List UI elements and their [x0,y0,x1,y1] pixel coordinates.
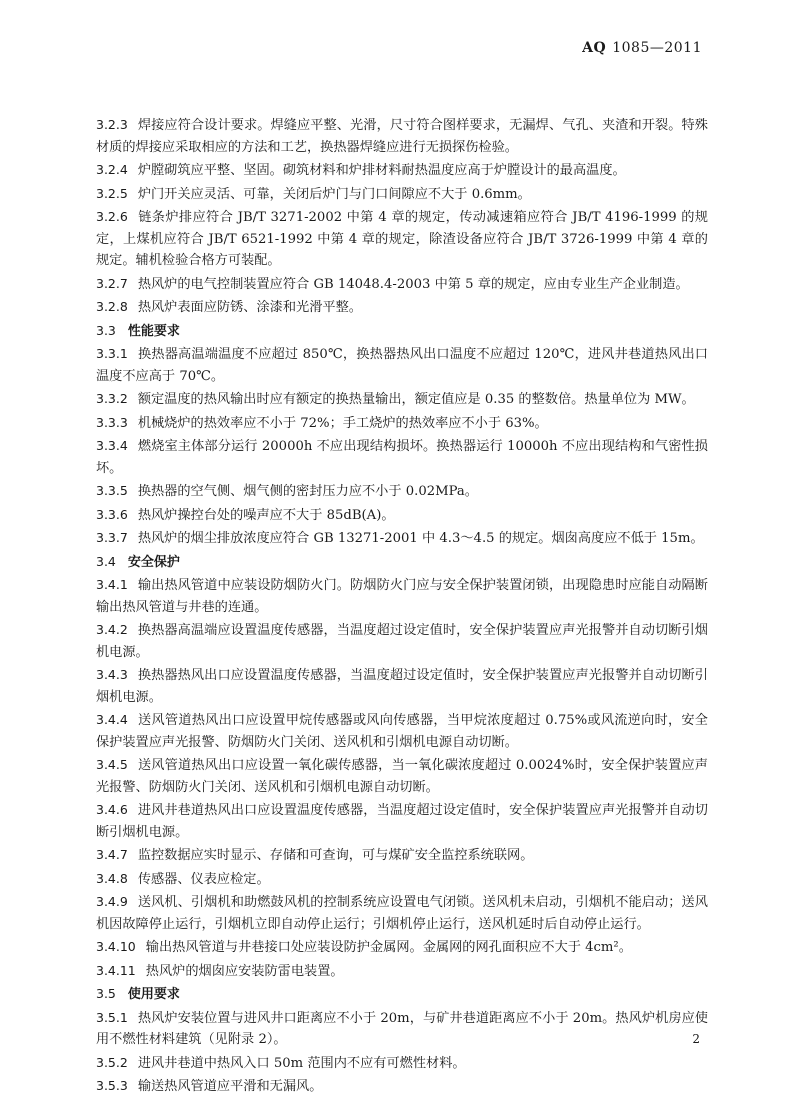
clause-number: 3.2.8 [96,299,128,314]
clause-number: 3.4.9 [96,894,128,909]
clause-text: 输送热风管道应平滑和无漏风。 [137,1079,323,1094]
clause-number: 3.3.3 [96,414,128,430]
clause-number: 3.4.2 [96,622,128,637]
clause [96,709,708,753]
clause-text: 热风炉安装位置与进风井口距离应不小于 20m，与矿井巷道距离应不小于 20m。热风炉机房应使用不燃性材料建筑（见附录 2）。 [96,1010,708,1047]
clause [96,1007,708,1051]
clause [96,619,708,663]
clause [96,114,708,158]
clause [96,273,708,296]
clause-text: 炉膛砌筑应平整、坚固。砌筑材料和炉排材料耐热温度应高于炉膛设计的最高温度。 [137,163,626,178]
clause-number: 3.2.5 [96,185,128,201]
clause-number: 3.2.4 [96,162,128,177]
clause [96,206,708,272]
document-body [96,114,708,1099]
clause-text: 热风炉的烟囱应安装防雷电装置。 [145,963,344,979]
clause-text: 热风炉表面应防锈、涂漆和光滑平整。 [137,300,362,315]
clause-number: 3.2.3 [96,117,128,132]
clause-number: 3.4.11 [96,962,136,978]
clause-text: 燃烧室主体部分运行 20000h 不应出现结构损坏。换热器运行 10000h 不应出现结构和气密性损坏。 [96,439,708,476]
clause-number: 3.3.2 [96,391,128,406]
clause [96,868,708,891]
clause [96,159,708,182]
section-title: 安全保护 [127,554,180,570]
clause [96,435,708,479]
clause [96,296,708,319]
clause [96,799,708,843]
section-number: 3.3 [96,322,116,338]
clause-number: 3.4.6 [96,802,128,817]
clause [96,1052,708,1075]
clause-text: 换热器热风出口应设置温度传感器，当温度超过设定值时，安全保护装置应声光报警并自动切断引烟机电源。 [96,668,708,705]
clause-text: 换热器高温端应设置温度传感器，当温度超过设定值时，安全保护装置应声光报警并自动切断引烟机电源。 [96,623,708,660]
standard-code-header [582,40,702,56]
section-heading-3-3 [96,320,708,343]
clause-text: 监控数据应实时显示、存储和可查询，可与煤矿安全监控系统联网。 [137,848,534,863]
clause [96,183,708,206]
section-title: 使用要求 [127,987,180,1002]
clause-text: 额定温度的热风输出时应有额定的换热量输出，额定值应是 0.35 的整数倍。热量单位为 MW。 [137,392,695,407]
clause-text: 进风井巷道热风出口应设置温度传感器，当温度超过设定值时，安全保护装置应声光报警并自动切断引烟机电源。 [96,803,708,840]
clause-text: 热风炉操控台处的噪声应不大于 85dB(A)。 [137,507,395,523]
clause [96,844,708,867]
clause [96,504,708,527]
clause-text: 输出热风管道中应装设防烟防火门。防烟防火门应与安全保护装置闭锁，出现隐患时应能自动隔断输出热风管道与井巷的连通。 [96,578,708,615]
clause [96,1075,708,1098]
clause [96,527,708,550]
clause-text: 热风炉的电气控制装置应符合 GB 14048.4-2003 中第 5 章的规定，应由专业生产企业制造。 [137,276,689,292]
section-number: 3.4 [96,553,116,569]
clause [96,664,708,708]
standard-number: 1085—2011 [612,40,702,56]
clause-number: 3.3.6 [96,506,128,522]
section-heading-3-4 [96,551,708,574]
section-heading-3-5 [96,983,708,1006]
clause-number: 3.3.1 [96,346,128,361]
clause-text: 换热器的空气侧、烟气侧的密封压力应不小于 0.02MPa。 [137,484,478,499]
clause-text: 传感器、仪表应检定。 [137,871,270,887]
page-number: 2 [692,1032,700,1046]
clause [96,754,708,798]
clause-number: 3.4.8 [96,870,128,886]
clause-number: 3.5.2 [96,1054,128,1070]
clause-number: 3.4.5 [96,757,128,772]
clause-text: 焊接应符合设计要求。焊缝应平整、光滑，尺寸符合图样要求，无漏焊、气孔、夹渣和开裂。特殊材质的焊接应采取相应的方法和工艺，换热器焊缝应进行无损探伤检验。 [96,118,708,155]
clause-text: 换热器高温端温度不应超过 850℃，换热器热风出口温度不应超过 120℃，进风井巷道热风出口温度不应高于 70℃。 [96,347,708,384]
clause [96,343,708,387]
clause-text: 机械烧炉的热效率应不小于 72%；手工烧炉的热效率应不小于 63%。 [137,415,548,431]
clause-number: 3.4.4 [96,712,128,727]
clause [96,574,708,618]
clause [96,960,708,983]
clause-number: 3.4.10 [96,939,136,954]
clause-text: 链条炉排应符合 JB/T 3271-2002 中第 4 章的规定，传动减速箱应符合 JB/T 4196-1999 的规定，上煤机应符合 JB/T 6521-1992 中第 4 章的规定，除渣设备应符合 JB/T 3726-1999 中第 4 章的规定。辅机检验合格方可装配。 [96,210,708,268]
section-title: 性能要求 [127,323,180,339]
clause-text: 热风炉的烟尘排放浓度应符合 GB 13271-2001 中 4.3～4.5 的规定。烟囱高度应不低于 15m。 [137,531,704,546]
clause-number: 3.3.4 [96,438,128,453]
clause-text: 输出热风管道与井巷接口处应装设防护金属网。金属网的网孔面积应不大于 4cm²。 [145,940,632,955]
section-number: 3.5 [96,986,116,1001]
clause-number: 3.5.1 [96,1009,128,1025]
standard-prefix: AQ [582,40,607,56]
clause-text: 炉门开关应灵活、可靠，关闭后炉门与门口间隙应不大于 0.6mm。 [137,186,531,202]
clause-number: 3.4.1 [96,577,128,592]
clause [96,480,708,503]
clause [96,388,708,411]
clause-number: 3.4.3 [96,667,128,682]
clause-number: 3.5.3 [96,1078,128,1093]
clause-text: 送风管道热风出口应设置一氧化碳传感器，当一氧化碳浓度超过 0.0024%时，安全保护装置应声光报警、防烟防火门关闭、送风机和引烟机电源自动切断。 [96,758,708,795]
clause-text: 送风管道热风出口应设置甲烷传感器或风向传感器，当甲烷浓度超过 0.75%或风流逆向时，安全保护装置应声光报警、防烟防火门关闭、送风机和引烟机电源自动切断。 [96,713,708,750]
clause-number: 3.4.7 [96,847,128,862]
clause-number: 3.2.6 [96,209,128,224]
clause [96,412,708,435]
clause-number: 3.2.7 [96,275,128,291]
clause-text: 送风机、引烟机和助燃鼓风机的控制系统应设置电气闭锁。送风机未启动，引烟机不能启动；送风机因故障停止运行，引烟机立即自动停止运行；引烟机停止运行，送风机延时后自动停止运行。 [96,895,708,932]
clause [96,936,708,959]
clause-text: 进风井巷道中热风入口 50m 范围内不应有可燃性材料。 [137,1055,466,1071]
clause-number: 3.3.7 [96,530,128,545]
clause-number: 3.3.5 [96,483,128,498]
clause [96,891,708,935]
